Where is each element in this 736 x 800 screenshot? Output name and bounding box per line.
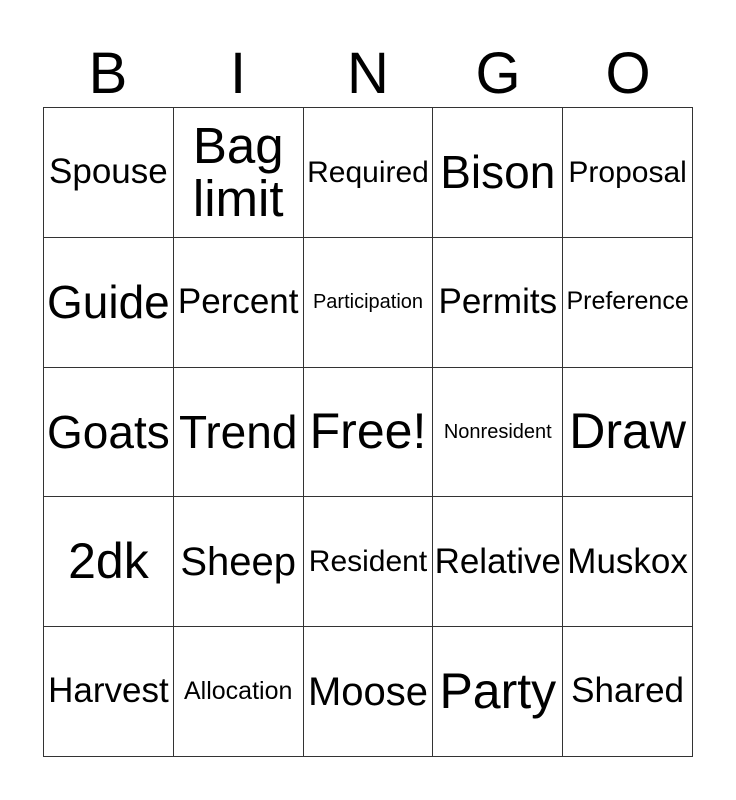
header-letter-n: N — [347, 41, 389, 106]
bingo-cell[interactable]: Participation — [304, 238, 434, 368]
bingo-cell[interactable]: Harvest — [44, 627, 174, 757]
bingo-cell[interactable]: Spouse — [44, 108, 174, 238]
bingo-cell[interactable]: Draw — [563, 368, 693, 498]
bingo-cell[interactable]: Sheep — [174, 497, 304, 627]
bingo-board — [43, 107, 693, 757]
bingo-cell[interactable]: Moose — [304, 627, 434, 757]
bingo-cell[interactable]: Allocation — [174, 627, 304, 757]
header-letter-g: G — [475, 41, 521, 106]
header-letter-b: B — [88, 41, 128, 106]
bingo-cell[interactable]: Permits — [433, 238, 563, 368]
bingo-cell[interactable]: Proposal — [563, 108, 693, 238]
bingo-header — [43, 40, 693, 108]
bingo-cell[interactable]: Preference — [563, 238, 693, 368]
bingo-cell[interactable]: Shared — [563, 627, 693, 757]
bingo-cell[interactable]: Required — [304, 108, 434, 238]
bingo-cell[interactable]: Trend — [174, 368, 304, 498]
header-letter-o: O — [605, 41, 651, 106]
bingo-cell[interactable]: Relative — [433, 497, 563, 627]
bingo-cell[interactable]: Muskox — [563, 497, 693, 627]
bingo-cell[interactable]: Bag limit — [174, 108, 304, 238]
bingo-cell[interactable]: Party — [433, 627, 563, 757]
bingo-cell[interactable]: 2dk — [44, 497, 174, 627]
free-space-cell[interactable]: Free! — [304, 368, 434, 498]
header-letter-i: I — [229, 41, 247, 106]
bingo-cell[interactable]: Percent — [174, 238, 304, 368]
bingo-cell[interactable]: Nonresident — [433, 368, 563, 498]
bingo-cell[interactable]: Goats — [44, 368, 174, 498]
bingo-cell[interactable]: Resident — [304, 497, 434, 627]
bingo-cell[interactable]: Bison — [433, 108, 563, 238]
bingo-cell[interactable]: Guide — [44, 238, 174, 368]
